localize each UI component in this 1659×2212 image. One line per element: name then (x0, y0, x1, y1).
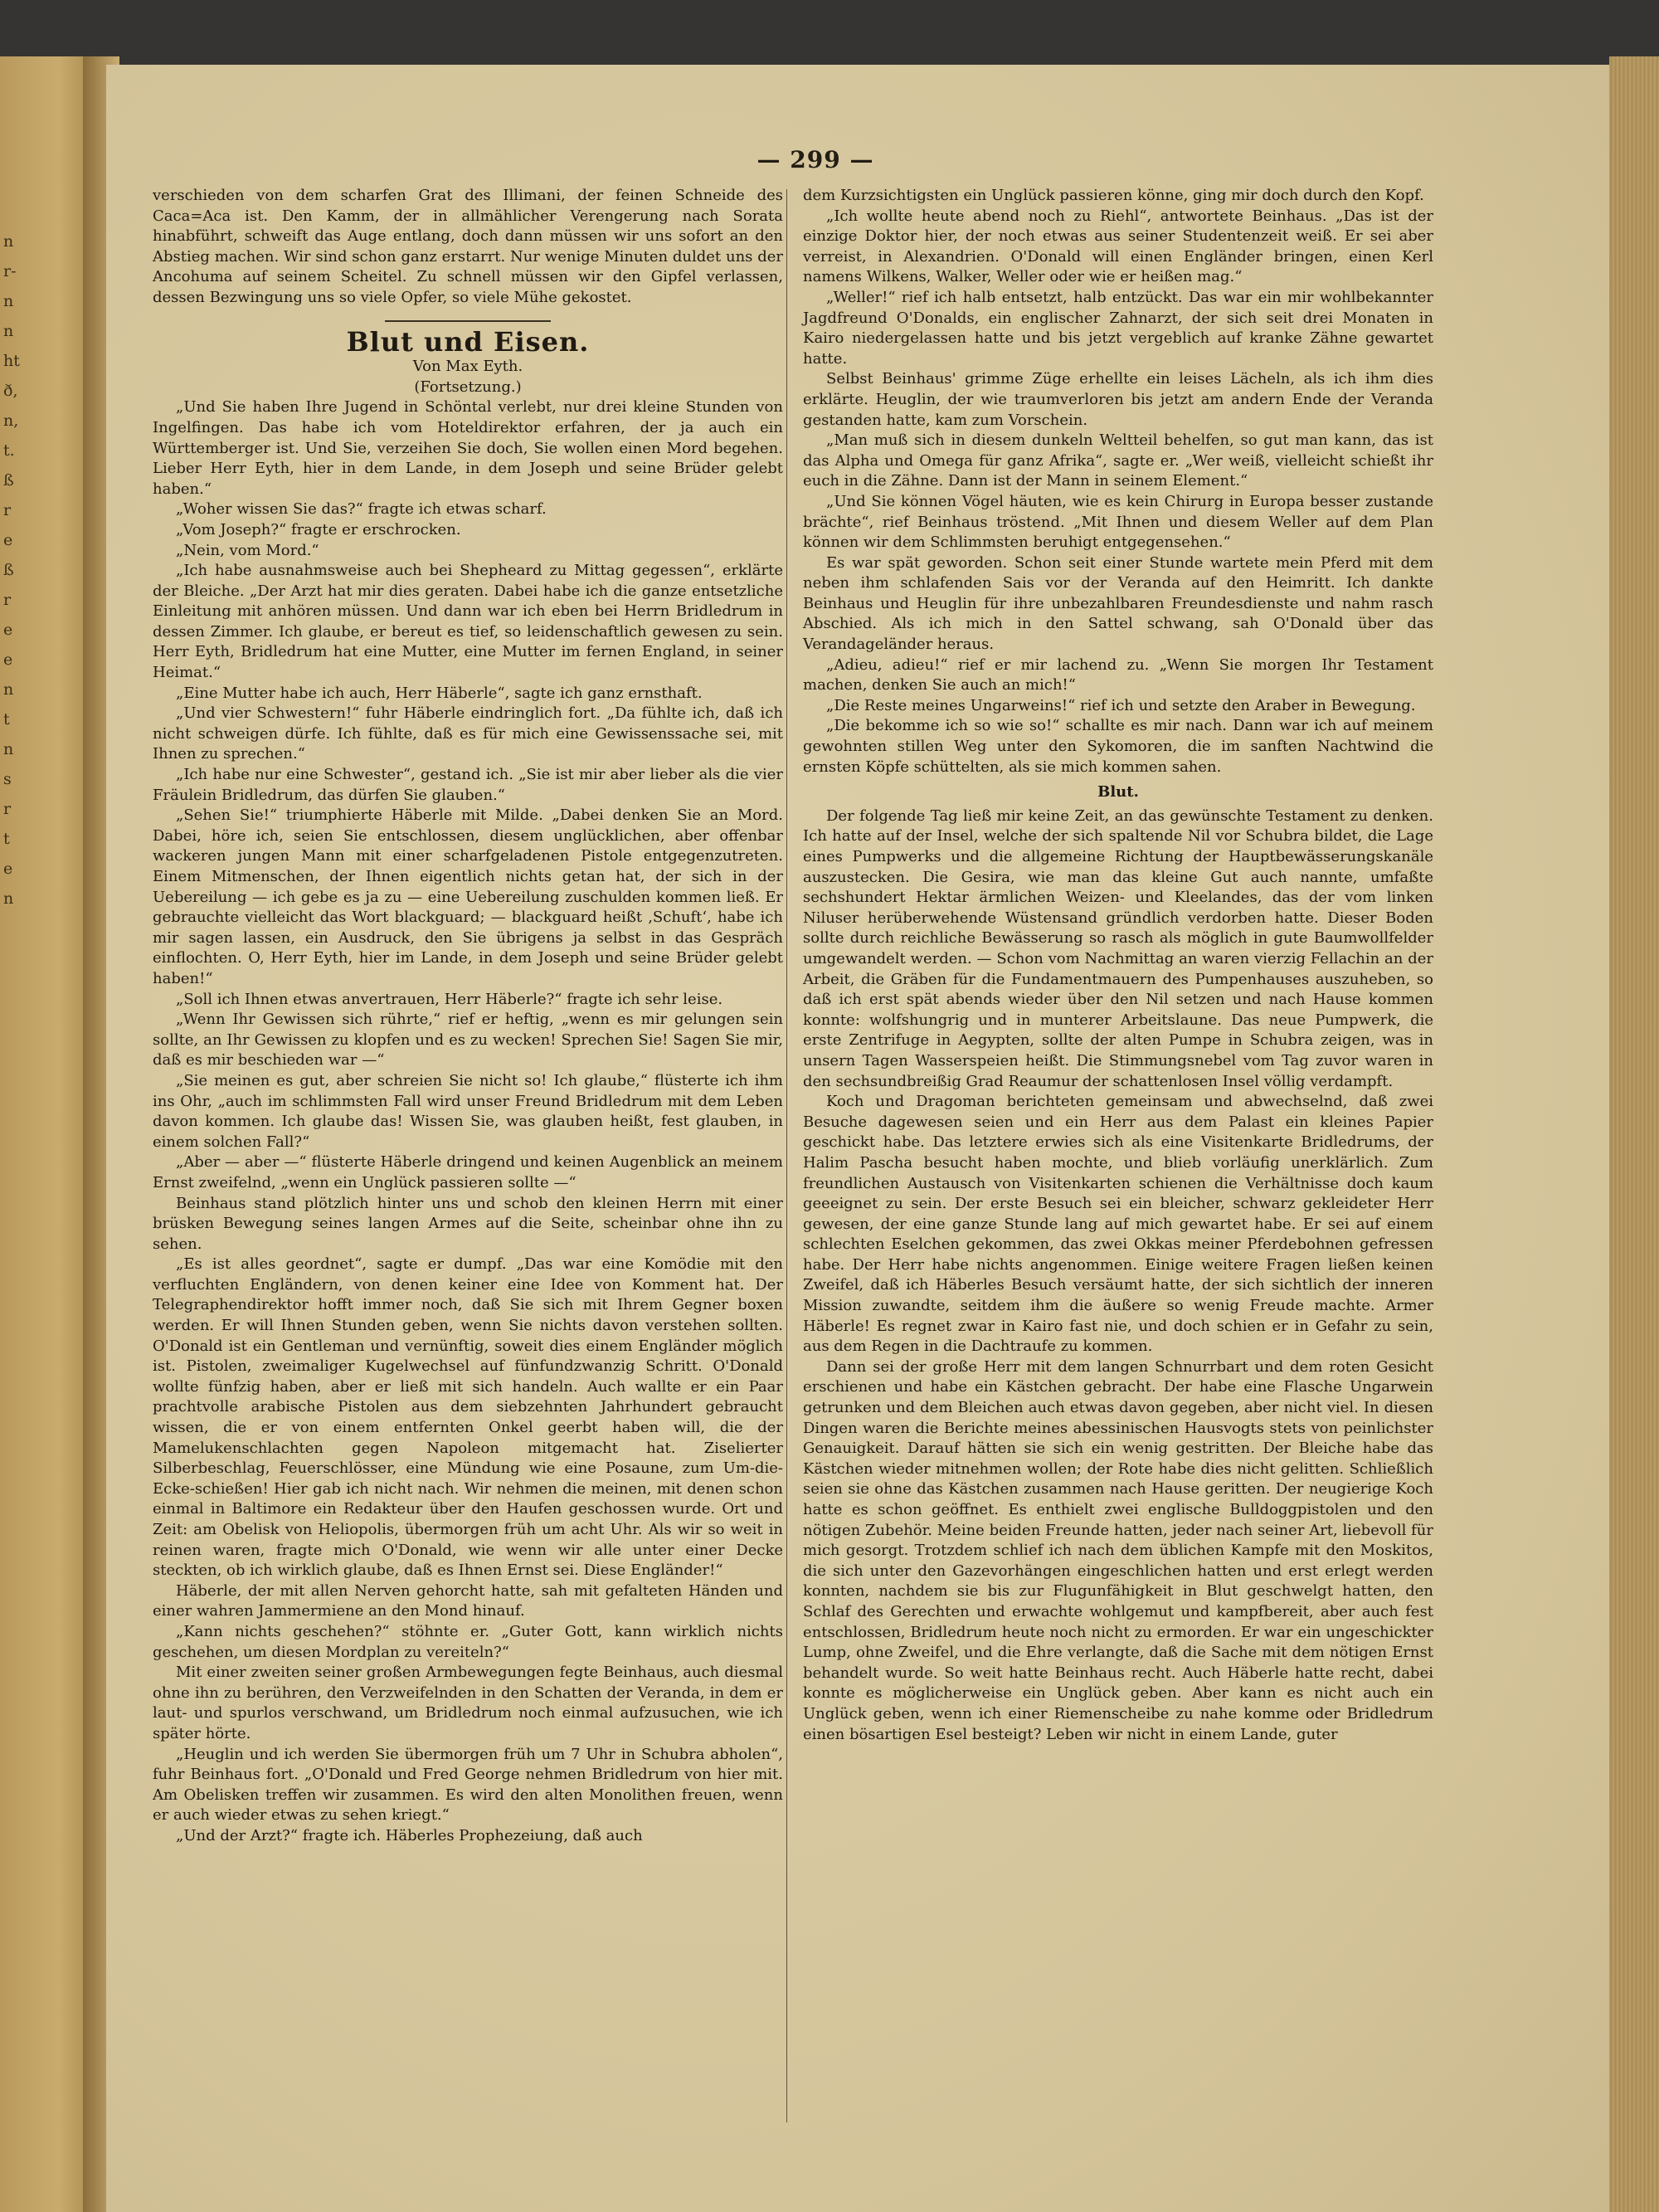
page-stack-edge (1609, 56, 1659, 2212)
facing-page-fragment: e (3, 650, 13, 669)
article-separator (385, 320, 551, 322)
facing-page-fragment: n (3, 680, 14, 699)
right-column-paragraphs-b (803, 806, 1433, 1745)
right-column (803, 186, 1433, 1745)
scan-background-top (0, 0, 1659, 66)
paragraph: „Und Sie haben Ihre Jugend in Schöntal verlebt, nur drei kleine Stunden von Ingelfingen. Das habe ich vom Hoteldirektor erfahren, der ja auch ein Württemberger ist. Und Sie, verzeihen Sie doch, Sie wollen einen Mord begehen. Lieber Herr Eyth, hier in dem Lande, in dem Joseph und seine Brüder gelebt haben.“ (153, 398, 783, 498)
paragraph: „Und Sie können Vögel häuten, wie es kein Chirurg in Europa besser zustande brächte“, rief Beinhaus tröstend. „Mit Ihnen und diesem Weller auf dem Plan können wir dem Schlimmsten beruhigt entgegensehen.“ (803, 492, 1433, 552)
page-number: — 299 — (757, 146, 874, 173)
paragraph: Der folgende Tag ließ mir keine Zeit, an das gewünschte Testament zu denken. Ich hatte auf der Insel, welche der sich spaltende Nil vor Schubra bildet, die Lage eines Pumpwerks und die allgemeine Richtung der Hauptbewässerungskanäle auszustecken. Die Gesira, wie man das kleine Gut auch nannte, umfaßte sechshundert Hektar ärmlichen Weizen- und Kleelandes, das der vom linken Niluser herüberwehende Wüstensand gründlich verdorben hatte. Dieser Boden sollte durch reichliche Bewässerung so rasch als möglich in gute Baumwollfelder umgewandelt werden. — Schon vom Nachmittag an waren vierzig Fellachin an der Arbeit, die Gräben für die Fundamentmauern des Pumpenhauses auszuheben, so daß ich erst spät abends wieder über den Nil setzen und nach Hause kommen konnte: wolfshungrig und in munterer Arbeitslaune. Das neue Pumpwerk, die erste Zentrifuge in Aegypten, sollte der alten Pumpe in Schubra zeigen, was in unsern Tagen Wasserspeien heißt. Die Stimmungsnebel vom Tag zuvor waren in den sechsundbreißig Grad Reaumur der schattenlosen Insel völlig verdampft. (803, 806, 1433, 1090)
paragraph: „Sehen Sie!“ triumphierte Häberle mit Milde. „Dabei denken Sie an Mord. Dabei, höre ich, seien Sie entschlossen, diesem unglücklichen, aber offenbar wackeren jungen Mann mit einer scharfgeladenen Pistole entgegenzutreten. Einem Mitmenschen, der Ihnen eigentlich nichts getan hat, der sich in der Uebereilung — ich gebe es ja zu — eine Uebereilung zuschulden kommen ließ. Er gebrauchte vielleicht das Wort blackguard; — blackguard heißt ‚Schuft‘, habe ich mir sagen lassen, ein Ausdruck, den Sie übrigens ja selbst in das Gespräch einflochten. O, Herr Eyth, hier im Lande, in dem Joseph und seine Brüder gelebt haben!“ (153, 806, 783, 987)
paragraph: Selbst Beinhaus' grimme Züge erhellte ein leises Lächeln, als ich ihm dies erklärte. Heuglin, der wie traumverloren bis jetzt am andern Ende der Veranda gestanden hatte, kam zum Vorschein. (803, 370, 1433, 429)
facing-page-fragment: n (3, 889, 14, 908)
paragraph: „Und vier Schwestern!“ fuhr Häberle eindringlich fort. „Da fühlte ich, daß ich nicht schweigen dürfe. Ich fühlte, daß es für mich eine Gewissenssache sei, mit Ihnen zu sprechen.“ (153, 704, 783, 763)
facing-page-fragment: t. (3, 441, 15, 460)
paragraph: Häberle, der mit allen Nerven gehorcht hatte, sah mit gefalteten Händen und einer wahren Jammermiene an den Mond hinauf. (153, 1581, 783, 1620)
paragraph: „Die Reste meines Ungarweins!“ rief ich und setzte den Araber in Bewegung. (826, 696, 1416, 714)
page (106, 65, 1609, 2212)
facing-page-fragment: t (3, 710, 10, 728)
facing-page-fragment: r (3, 501, 12, 519)
paragraph: „Eine Mutter habe ich auch, Herr Häberle“, sagte ich ganz ernsthaft. (176, 684, 703, 702)
paragraph: Beinhaus stand plötzlich hinter uns und schob den kleinen Herrn mit einer brüsken Bewegung seines langen Armes auf die Seite, scheinbar ohne ihn zu sehen. (153, 1194, 783, 1253)
facing-page-fragment: ht (3, 352, 20, 370)
paragraph: „Die bekomme ich so wie so!“ schallte es mir nach. Dann war ich auf meinem gewohnten stillen Weg unter den Sykomoren, die im sanften Nachtwind die ernsten Köpfe schüttelten, als sie mich kommen sahen. (803, 717, 1433, 776)
facing-page-fragment: ß (3, 471, 14, 490)
paragraph: „Kann nichts geschehen?“ stöhnte er. „Guter Gott, kann wirklich nichts geschehen, um diesen Mordplan zu vereiteln?“ (153, 1622, 783, 1661)
section-subheading: Blut. (1097, 783, 1139, 801)
facing-page-fragment: ß (3, 561, 14, 579)
article-title: Blut und Eisen. (346, 325, 590, 358)
facing-page-fragment: n (3, 232, 14, 251)
paragraph: Es war spät geworden. Schon seit einer Stunde wartete mein Pferd mit dem neben ihm schlafenden Sais vor der Veranda auf den Heimritt. Ich dankte Beinhaus und Heuglin für ihre unbezahlbaren Freundesdienste und nahm rasch Abschied. Als ich mich in den Sattel schwang, sah O'Donald über das Verandageländer heraus. (803, 553, 1433, 654)
facing-page-fragment: n, (3, 412, 19, 430)
facing-page-fragment: e (3, 531, 13, 549)
paragraph: dem Kurzsichtigsten ein Unglück passieren könne, ging mir doch durch den Kopf. (803, 187, 1424, 204)
paragraph: „Soll ich Ihnen etwas anvertrauen, Herr Häberle?“ fragte ich sehr leise. (176, 990, 723, 1008)
facing-page-fragment: t (3, 830, 10, 848)
paragraph: „Sie meinen es gut, aber schreien Sie nicht so! Ich glaube,“ flüsterte ich ihm ins Ohr, „auch im schlimmsten Fall wird unser Freund Bridledrum mit dem Leben davon kommen. Ich glaube das! Wissen Sie, was glauben heißt, fest glauben, in einem solchen Fall?“ (153, 1071, 783, 1151)
facing-page-fragment: e (3, 860, 13, 878)
paragraph: „Heuglin und ich werden Sie übermorgen früh um 7 Uhr in Schubra abholen“, fuhr Beinhaus fort. „O'Donald und Fred George nehmen Bridledrum von hier mit. Am Obelisken treffen wir zusammen. Es wird den alten Monolithen freuen, wenn er auch wieder etwas zu sehen kriegt.“ (153, 1745, 783, 1825)
paragraph: Mit einer zweiten seiner großen Armbewegungen fegte Beinhaus, auch diesmal ohne ihn zu berühren, den Verzweifelnden in den Schatten der Veranda, in dem er laut- und spurlos verschwand, um Bridledrum noch einmal aufzusuchen, wie ich später hörte. (153, 1664, 783, 1742)
article-byline: Von Max Eyth. (412, 358, 523, 376)
paragraph: „Nein, vom Mord.“ (176, 541, 319, 559)
right-column-paragraphs-a (803, 186, 1433, 777)
continuation-note: (Fortsetzung.) (414, 378, 522, 396)
paragraph: „Es ist alles geordnet“, sagte er dumpf. „Das war eine Komödie mit den verfluchten Engländern, von denen keiner eine Idee von Komment hat. Der Telegraphendirektor hofft immer noch, daß Sie sich mit Ihrem Gegner boxen werden. Er will Ihnen Stunden geben, wenn Sie nichts davon verstehen sollten. O'Donald ist ein Gentleman und vernünftig, soweit dies einem Engländer möglich ist. Pistolen, zweimaliger Kugelwechsel auf fünfundzwanzig Schritt. O'Donald wollte fünfzig haben, aber er ließ mit sich handeln. Auch wallte er ein Paar prachtvolle arabische Pistolen aus dem siebzehnten Jahrhundert gebraucht wissen, die er von einem entfernten Onkel geerbt haben will, die der Mamelukenschlachten gegen Napoleon mitgemacht hat. Ziselierter Silberbeschlag, Feuerschlösser, eine Mündung wie eine Posaune, zum Um-die-Ecke-schießen! Hier gab ich nicht nach. Wir nehmen die meinen, mit denen schon einmal in Baltimore ein Redakteur über den Haufen geschossen wurde. Ort und Zeit: am Obelisk von Heliopolis, übermorgen früh um acht Uhr. Als wir so weit in reinen waren, fragte mich O'Donald, wie wenn wir alle unter einer Decke steckten, ob ich wirklich glaube, daß es Ihnen Ernst sei. Diese Engländer!“ (153, 1255, 783, 1580)
left-column (153, 186, 783, 1847)
paragraph: „Adieu, adieu!“ rief er mir lachend zu. „Wenn Sie morgen Ihr Testament machen, denken Sie auch an mich!“ (803, 655, 1433, 694)
facing-page-fragment: r (3, 591, 12, 609)
paragraph: „Weller!“ rief ich halb entsetzt, halb entzückt. Das war ein mir wohlbekannter Jagdfreund O'Donalds, ein englischer Zahnarzt, der sich seit drei Monaten in Kairo niedergelassen hatte und bis jetzt vergeblich auf kranke Zähne gewartet hatte. (803, 288, 1433, 368)
paragraph: „Und der Arzt?“ fragte ich. Häberles Prophezeiung, daß auch (176, 1826, 643, 1844)
paragraph: „Wenn Ihr Gewissen sich rührte,“ rief er heftig, „wenn es mir gelungen sein sollte, an Ihr Gewissen zu klopfen und es zu wecken! Sprechen Sie! Sagen Sie mir, daß es mir beschieden war —“ (153, 1011, 783, 1069)
facing-page-fragment: e (3, 621, 13, 639)
left-column-paragraphs (153, 397, 783, 1846)
column-divider (786, 189, 787, 2122)
facing-page-fragment: n (3, 740, 14, 758)
paragraph: „Vom Joseph?“ fragte er erschrocken. (176, 520, 461, 538)
previous-article-ending: verschieden von dem scharfen Grat des Illimani, der feinen Schneide des Caca=Aca ist. Den Kamm, der in allmählicher Verengerung nach Sorata hinabführt, schweift das Auge entlang, doch dann müssen wir uns sofort an den Abstieg machen. Wir sind schon ganz erstarrt. Nur wenige Minuten duldet uns der Ancohuma auf seinem Scheitel. Zu schnell müssen wir den Gipfel verlassen, dessen Bezwingung uns so viele Opfer, so viele Mühe gekostet. (153, 187, 783, 306)
facing-page-fragment: r- (3, 262, 17, 280)
facing-page-fragments (3, 231, 36, 918)
paragraph: „Woher wissen Sie das?“ fragte ich etwas scharf. (176, 500, 547, 519)
paragraph: „Ich wollte heute abend noch zu Riehl“, antwortete Beinhaus. „Das ist der einzige Doktor hier, der noch etwas aus seiner Studentenzeit weiß. Er sei aber verreist, in Alexandrien. O'Donald will einen Engländer bringen, einen Kerl namens Wilkens, Walker, Weller oder wie er heißen mag.“ (803, 207, 1433, 286)
paragraph: „Man muß sich in diesem dunkeln Weltteil behelfen, so gut man kann, das ist das Alpha und Omega für ganz Afrika“, sagte er. „Wer weiß, vielleicht schießt ihr euch in die Zähne. Dann ist der Mann in seinem Element.“ (803, 431, 1433, 490)
facing-page-fragment: n (3, 322, 14, 340)
facing-page-fragment: r (3, 800, 12, 818)
paragraph: Dann sei der große Herr mit dem langen Schnurrbart und dem roten Gesicht erschienen und habe ein Kästchen gebracht. Der habe eine Flasche Ungarwein getrunken und dem Bleichen auch etwas davon gegeben, aber nicht viel. In diesen Dingen waren die Berichte meines abessinischen Hausvogts stets von peinlichster Genauigkeit. Darauf hätten sie sich ein wenig gestritten. Der Bleiche habe das Kästchen wieder mitnehmen wollen; der Rote habe dies nicht gelitten. Schließlich seien sie ohne das Kästchen zusammen nach Hause geritten. Der neugierige Koch hatte es schon geöffnet. Es enthielt zwei englische Bulldoggpistolen und den nötigen Zubehör. Meine beiden Freunde hatten, jeder nach seiner Art, liebevoll für mich gesorgt. Trotzdem schlief ich nach dem üblichen Kampfe mit den Moskitos, die sich unter den Gazevorhängen eingeschlichen hatten und erst erlegt werden konnten, nachdem sie bis zur Flugunfähigkeit in Blut geschwelgt hatten, den Schlaf des Gerechten und erwachte wohlgemut und kampfbereit, aber auch fest entschlossen, Bridledrum heute noch nicht zu ermorden. Er war ein ungeschickter Lump, ohne Zweifel, und die Ehre verlangte, daß die Sache mit dem nötigen Ernst behandelt wurde. So weit hatte Beinhaus recht. Auch Häberle hatte recht, dabei konnte es möglicherweise ein Unglück geben. Aber kann es nicht auch ein Unglück geben, wenn ich einer Riemenscheibe zu nahe komme oder Bridledrum einen bösartigen Esel besteigt? Leben wir nicht in einem Lande, guter (803, 1357, 1433, 1743)
paragraph: „Ich habe ausnahmsweise auch bei Shepheard zu Mittag gegessen“, erklärte der Bleiche. „Der Arzt hat mir dies geraten. Dabei habe ich die ganze entsetzliche Einleitung mit anhören müssen. Und dann war ich eben bei Herrn Bridledrum in dessen Zimmer. Ich glaube, er bereut es tief, so leidenschaftlich gewesen zu sein. Herr Eyth, Bridledrum hat eine Mutter, eine Mutter im fernen England, in seiner Heimat.“ (153, 562, 783, 682)
facing-page-fragment: ð, (3, 382, 18, 400)
facing-page-fragment: s (3, 770, 12, 788)
paragraph: „Aber — aber —“ flüsterte Häberle dringend und keinen Augenblick an meinem Ernst zweifelnd, „wenn ein Unglück passieren sollte —“ (153, 1153, 783, 1191)
facing-page-fragment: n (3, 292, 14, 310)
paragraph: „Ich habe nur eine Schwester“, gestand ich. „Sie ist mir aber lieber als die vier Fräulein Bridledrum, das dürfen Sie glauben.“ (153, 766, 783, 804)
paragraph: Koch und Dragoman berichteten gemeinsam und abwechselnd, daß zwei Besuche dagewesen seien und ein Herr aus dem Palast ein kleines Papier geschickt habe. Das letztere erwies sich als eine Visitenkarte Bridledrums, der Halim Pascha besucht haben mochte, und blieb vorläufig unerklärlich. Zum freundlichen Austausch von Visitenkarten schienen die Verhältnisse doch kaum geeeignet zu sein. Der erste Besuch sei ein bleicher, schwarz gekleideter Herr gewesen, der eine ganze Stunde lang auf mich gewartet habe. Er sei auf einem schlechten Eselchen gekommen, das zwei Okkas meiner Pferdebohnen gefressen habe. Der Herr habe nichts angenommen. Einige weitere Fragen ließen keinen Zweifel, daß ich Häberles Besuch versäumt hatte, der sich sichtlich der inneren Mission zuwandte, seitdem ihm die äußere so wenig Freude machte. Armer Häberle! Es regnet zwar in Kairo fast nie, und doch schien er in Gefahr zu sein, aus dem Regen in die Dachtraufe zu kommen. (803, 1093, 1433, 1356)
